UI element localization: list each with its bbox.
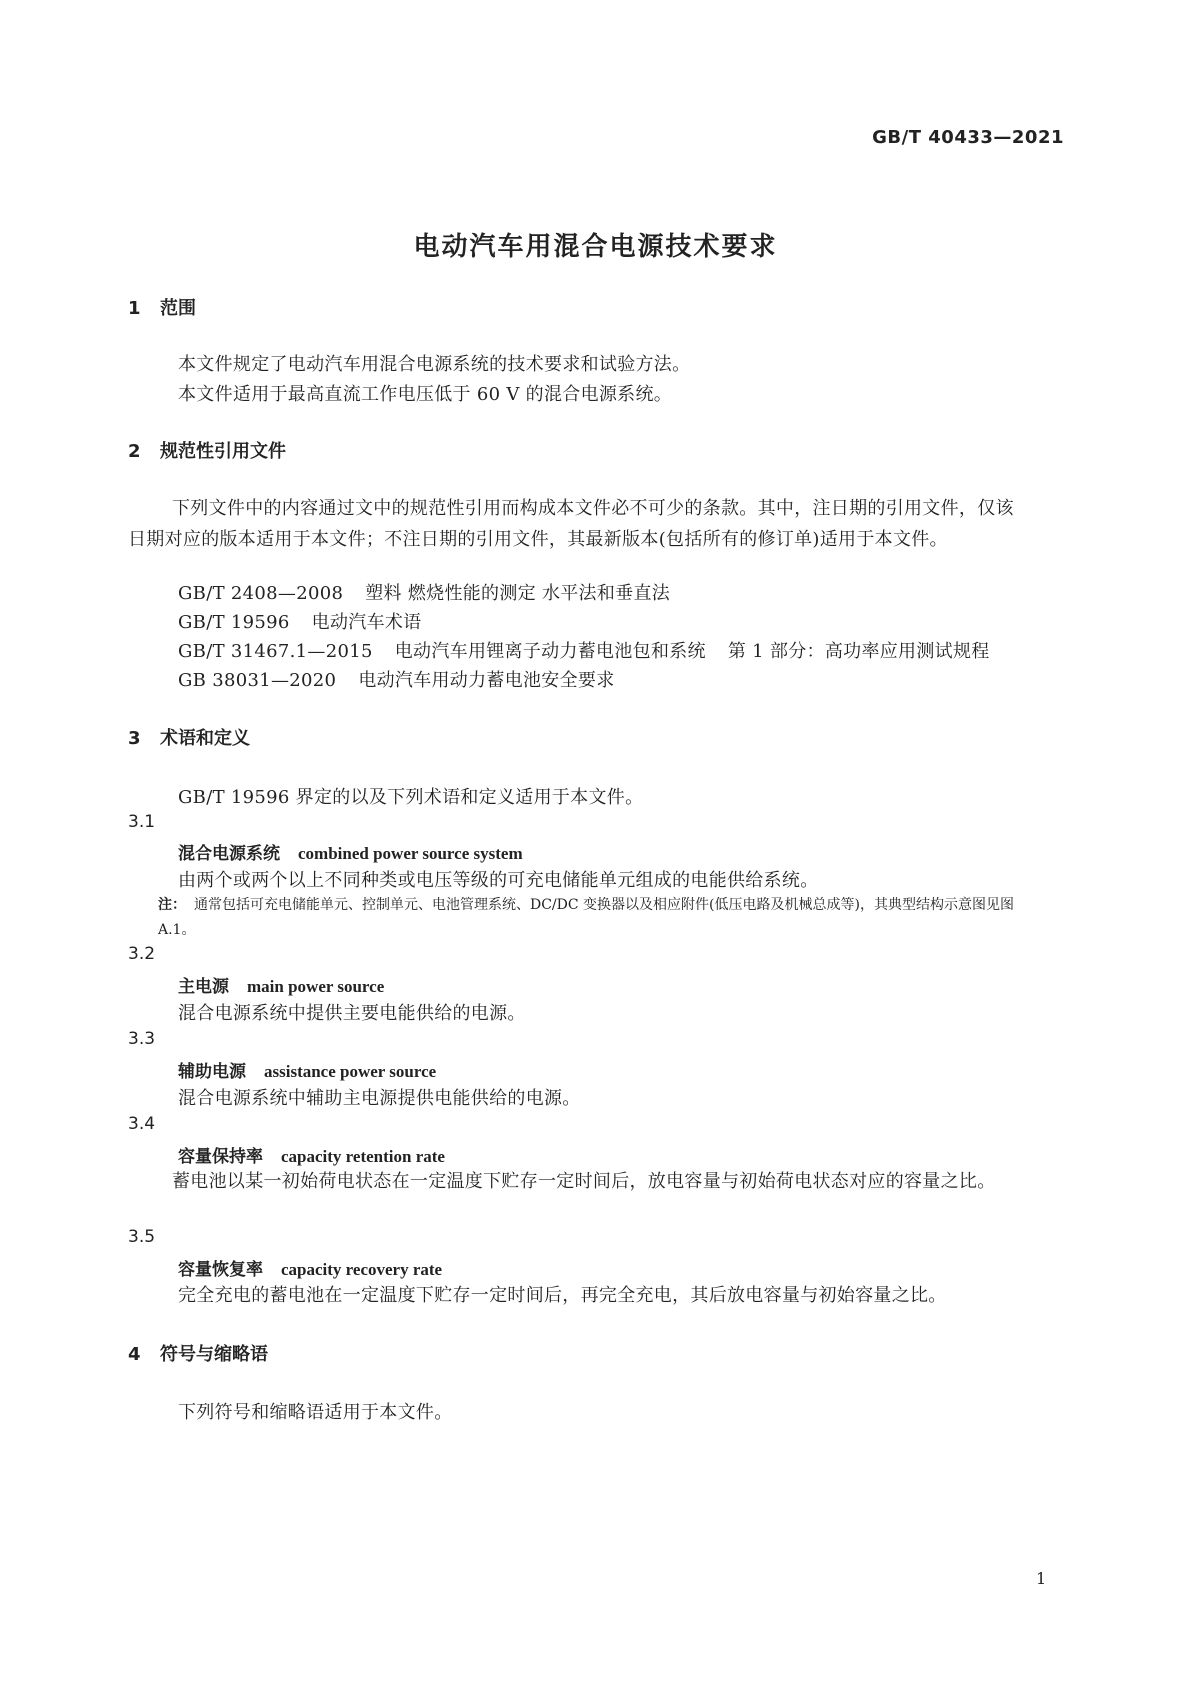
term-number: 3.1 (128, 812, 156, 832)
section-title: 术语和定义 (160, 728, 250, 749)
reference-title: 电动汽车术语 (311, 612, 422, 633)
section-1-paragraph-2: 本文件适用于最高直流工作电压低于 60 V 的混合电源系统。 (178, 384, 673, 405)
section-number: 4 (128, 1344, 141, 1365)
term-number: 3.2 (128, 944, 156, 964)
reference-title: 电动汽车用动力蓄电池安全要求 (358, 670, 615, 691)
section-title: 规范性引用文件 (160, 441, 286, 462)
section-4-paragraph: 下列符号和缩略语适用于本文件。 (178, 1402, 453, 1423)
note-text: 通常包括可充电储能单元、控制单元、电池管理系统、DC/DC 变换器以及相应附件(低压电路及机械总成等)，其典型结构示意图见图 A.1。 (158, 897, 1014, 938)
term-zh: 混合电源系统 (178, 844, 280, 864)
term-en: main power source (247, 977, 385, 996)
term-definition: 由两个或两个以上不同种类或电压等级的可充电储能单元组成的电能供给系统。 (178, 870, 819, 891)
term-heading (178, 1142, 445, 1167)
section-number: 1 (128, 298, 141, 319)
term-definition: 完全充电的蓄电池在一定温度下贮存一定时间后，再完全充电，其后放电容量与初始容量之比。 (178, 1285, 947, 1306)
section-3-heading (128, 724, 250, 750)
term-number: 3.4 (128, 1114, 156, 1134)
term-definition: 混合电源系统中辅助主电源提供电能供给的电源。 (178, 1088, 581, 1109)
reference-title: 电动汽车用锂离子动力蓄电池包和系统 (394, 641, 706, 662)
section-2-paragraph: 下列文件中的内容通过文中的规范性引用而构成本文件必不可少的条款。其中，注日期的引用文件，仅该日期对应的版本适用于本文件；不注日期的引用文件，其最新版本(包括所有的修订单)适用于本文件。 (128, 498, 1014, 550)
section-2-heading (128, 437, 286, 463)
term-zh: 主电源 (178, 977, 229, 997)
term-heading (178, 972, 384, 997)
term-en: assistance power source (264, 1062, 437, 1081)
reference-item (178, 579, 670, 605)
reference-code: GB/T 2408—2008 (178, 583, 344, 604)
note-label: 注： (158, 897, 186, 913)
section-1-paragraph-1: 本文件规定了电动汽车用混合电源系统的技术要求和试验方法。 (178, 354, 691, 375)
term-en: combined power source system (298, 844, 523, 863)
term-definition: 蓄电池以某一初始荷电状态在一定温度下贮存一定时间后，放电容量与初始荷电状态对应的容量之比。 (172, 1171, 996, 1192)
term-number: 3.3 (128, 1029, 156, 1049)
term-heading (178, 839, 523, 864)
page-number: 1 (1036, 1569, 1047, 1588)
reference-item (178, 637, 990, 663)
term-zh: 容量恢复率 (178, 1260, 263, 1280)
term-heading (178, 1255, 442, 1280)
reference-code: GB/T 19596 (178, 612, 290, 633)
reference-title: 塑料 燃烧性能的测定 水平法和垂直法 (365, 583, 671, 604)
term-zh: 容量保持率 (178, 1147, 263, 1167)
term-heading (178, 1057, 436, 1082)
term-number: 3.5 (128, 1227, 156, 1247)
reference-code: GB 38031—2020 (178, 670, 337, 691)
section-title: 符号与缩略语 (160, 1344, 268, 1365)
term-en: capacity recovery rate (281, 1260, 443, 1279)
term-zh: 辅助电源 (178, 1062, 246, 1082)
section-1-heading (128, 294, 196, 320)
term-en: capacity retention rate (281, 1147, 445, 1166)
section-title: 范围 (160, 298, 196, 319)
document-title: 电动汽车用混合电源技术要求 (413, 232, 778, 262)
standard-code: GB/T 40433—2021 (872, 127, 1064, 148)
reference-part: 第 1 部分：高功率应用测试规程 (727, 641, 990, 662)
reference-item (178, 666, 615, 692)
section-number: 2 (128, 441, 141, 462)
section-3-intro: GB/T 19596 界定的以及下列术语和定义适用于本文件。 (178, 787, 644, 808)
reference-code: GB/T 31467.1—2015 (178, 641, 373, 662)
section-number: 3 (128, 728, 141, 749)
reference-item (178, 608, 421, 634)
section-4-heading (128, 1340, 268, 1366)
term-note (158, 893, 1038, 943)
term-definition: 混合电源系统中提供主要电能供给的电源。 (178, 1003, 526, 1024)
